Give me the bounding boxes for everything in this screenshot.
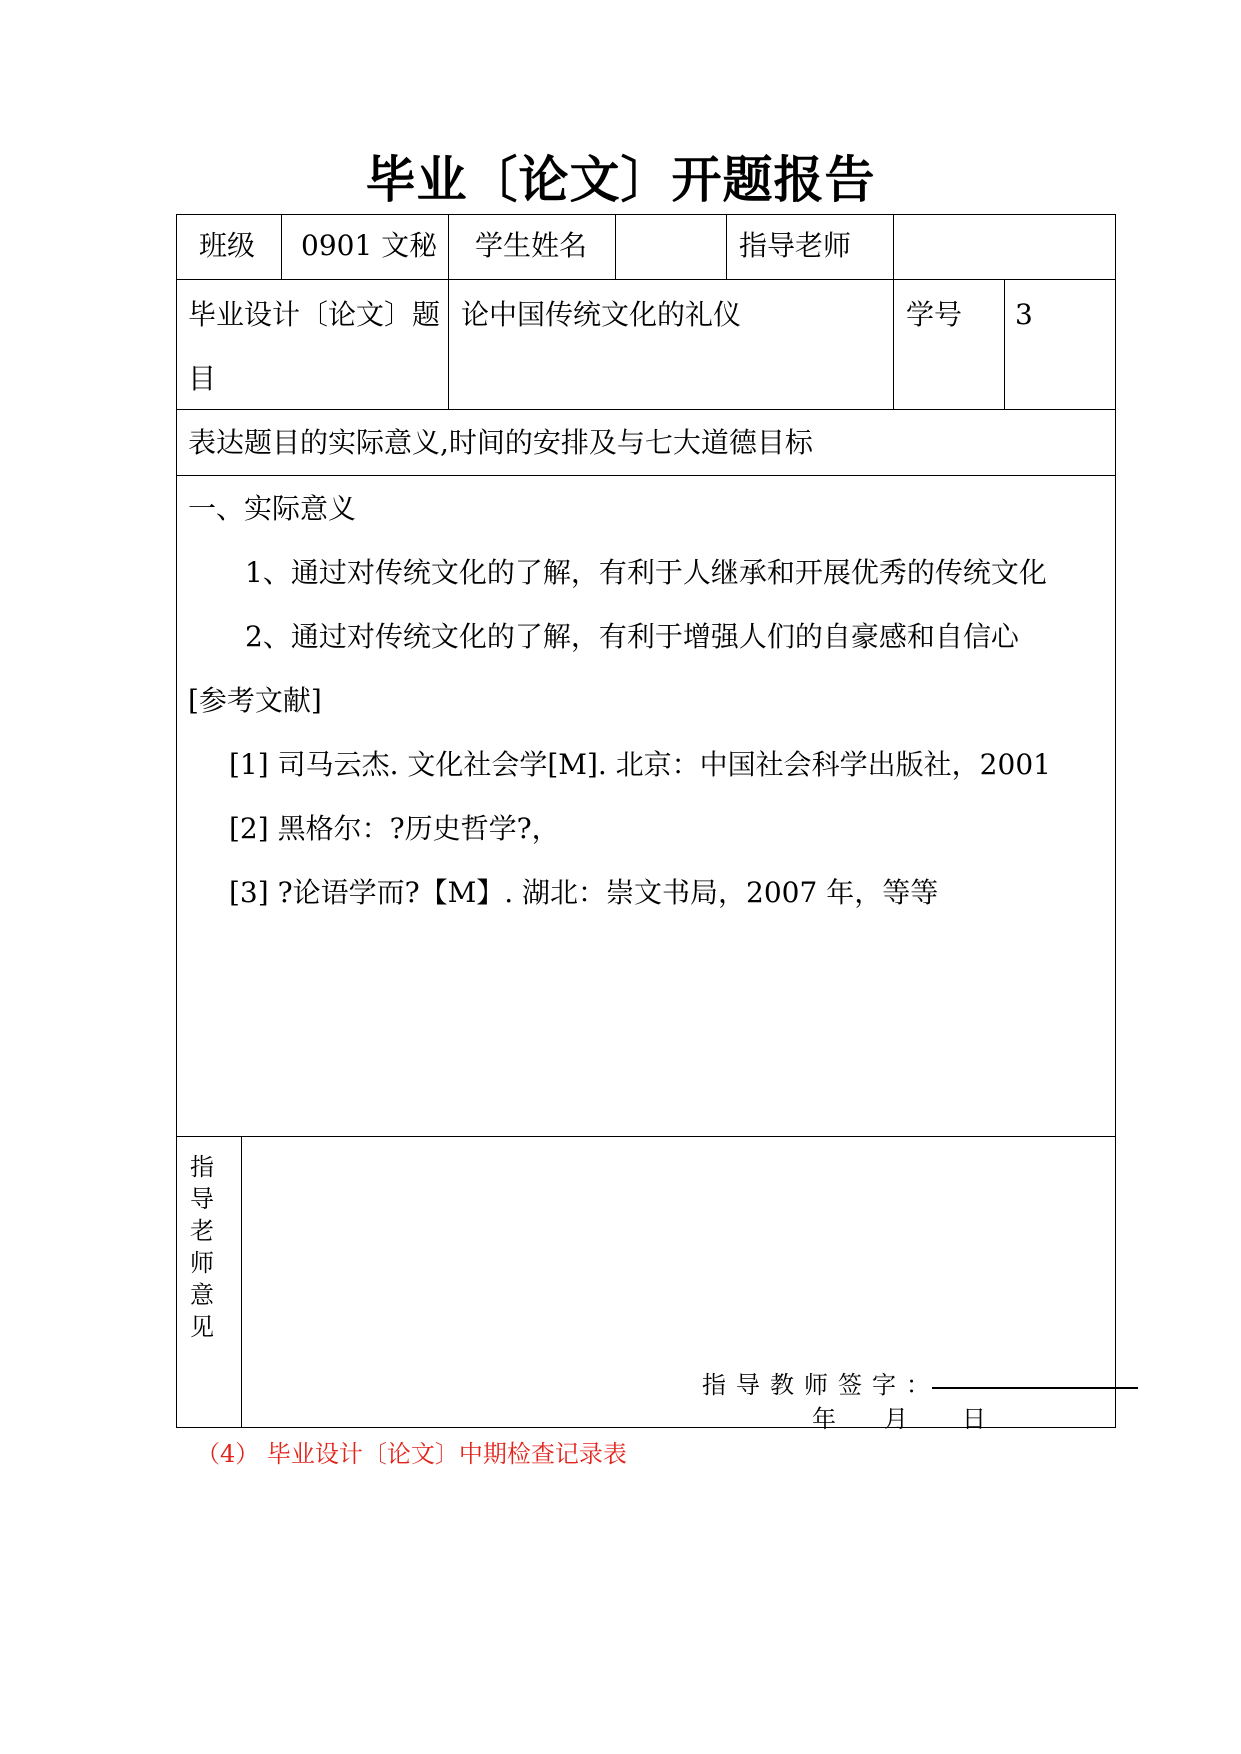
opinion-label-char: 老 <box>190 1217 214 1245</box>
proposal-form-table <box>176 214 1116 1433</box>
class-value-cell <box>282 215 449 279</box>
student-id-label-cell <box>894 280 1005 409</box>
topic-label-line2: 目 <box>188 362 217 395</box>
student-id-value: 3 <box>1015 298 1033 331</box>
class-value: 0901 文秘 <box>301 229 438 262</box>
student-name-label: 学生姓名 <box>475 229 588 262</box>
meaning-point-2: 2、通过对传统文化的了解，有利于增强人们的自豪感和自信心 <box>245 620 1019 653</box>
class-label-cell <box>177 215 282 279</box>
topic-label-cell <box>177 280 449 409</box>
topic-value: 论中国传统文化的礼仪 <box>461 298 742 331</box>
advisor-opinion-row <box>177 1137 1115 1433</box>
reference-item-1: [1] 司马云杰. 文化社会学[M]. 北京：中国社会科学出版社，2001 <box>229 748 1051 781</box>
advisor-opinion-label <box>187 1151 217 1343</box>
meaning-heading: 一、实际意义 <box>188 492 357 525</box>
reference-item-3: [3] ?论语学而?【M】. 湖北：崇文书局，2007 年，等等 <box>229 876 939 909</box>
opinion-label-char: 导 <box>190 1185 214 1213</box>
student-id-label: 学号 <box>906 298 963 331</box>
class-label: 班级 <box>199 229 256 262</box>
advisor-opinion-label-cell <box>177 1137 242 1427</box>
advisor-label: 指导老师 <box>739 229 852 262</box>
student-id-value-cell <box>1005 280 1115 409</box>
year-label: 年 <box>812 1405 836 1433</box>
student-name-value-cell[interactable] <box>616 215 727 279</box>
day-label: 日 <box>962 1405 986 1433</box>
opinion-label-char: 见 <box>190 1313 214 1341</box>
info-row <box>177 215 1115 280</box>
opinion-label-char: 意 <box>190 1281 214 1309</box>
signature-line[interactable] <box>932 1387 1138 1389</box>
section-heading-row <box>177 410 1115 476</box>
opinion-label-char: 师 <box>190 1249 214 1277</box>
next-section-note: （4） 毕业设计〔论文〕中期检查记录表 <box>196 1440 627 1468</box>
content-row <box>177 476 1115 1137</box>
advisor-opinion-value-cell[interactable] <box>242 1137 1115 1433</box>
advisor-label-cell <box>727 215 894 279</box>
reference-item-2: [2] 黑格尔：?历史哲学?， <box>229 812 560 845</box>
topic-value-cell <box>449 280 894 409</box>
student-name-label-cell <box>449 215 616 279</box>
advisor-value-cell[interactable] <box>894 215 1115 279</box>
meaning-point-1: 1、通过对传统文化的了解，有利于人继承和开展优秀的传统文化 <box>245 556 1047 589</box>
month-label: 月 <box>884 1405 908 1433</box>
opinion-label-char: 指 <box>190 1153 214 1181</box>
topic-row <box>177 280 1115 410</box>
references-heading: [参考文献] <box>188 684 322 717</box>
section-heading: 表达题目的实际意义,时间的安排及与七大道德目标 <box>188 426 813 459</box>
page-title: 毕业〔论文〕开题报告 <box>365 151 876 209</box>
signature-label: 指导教师签字： <box>702 1371 940 1399</box>
topic-label-line1: 毕业设计〔论文〕题 <box>188 298 441 331</box>
